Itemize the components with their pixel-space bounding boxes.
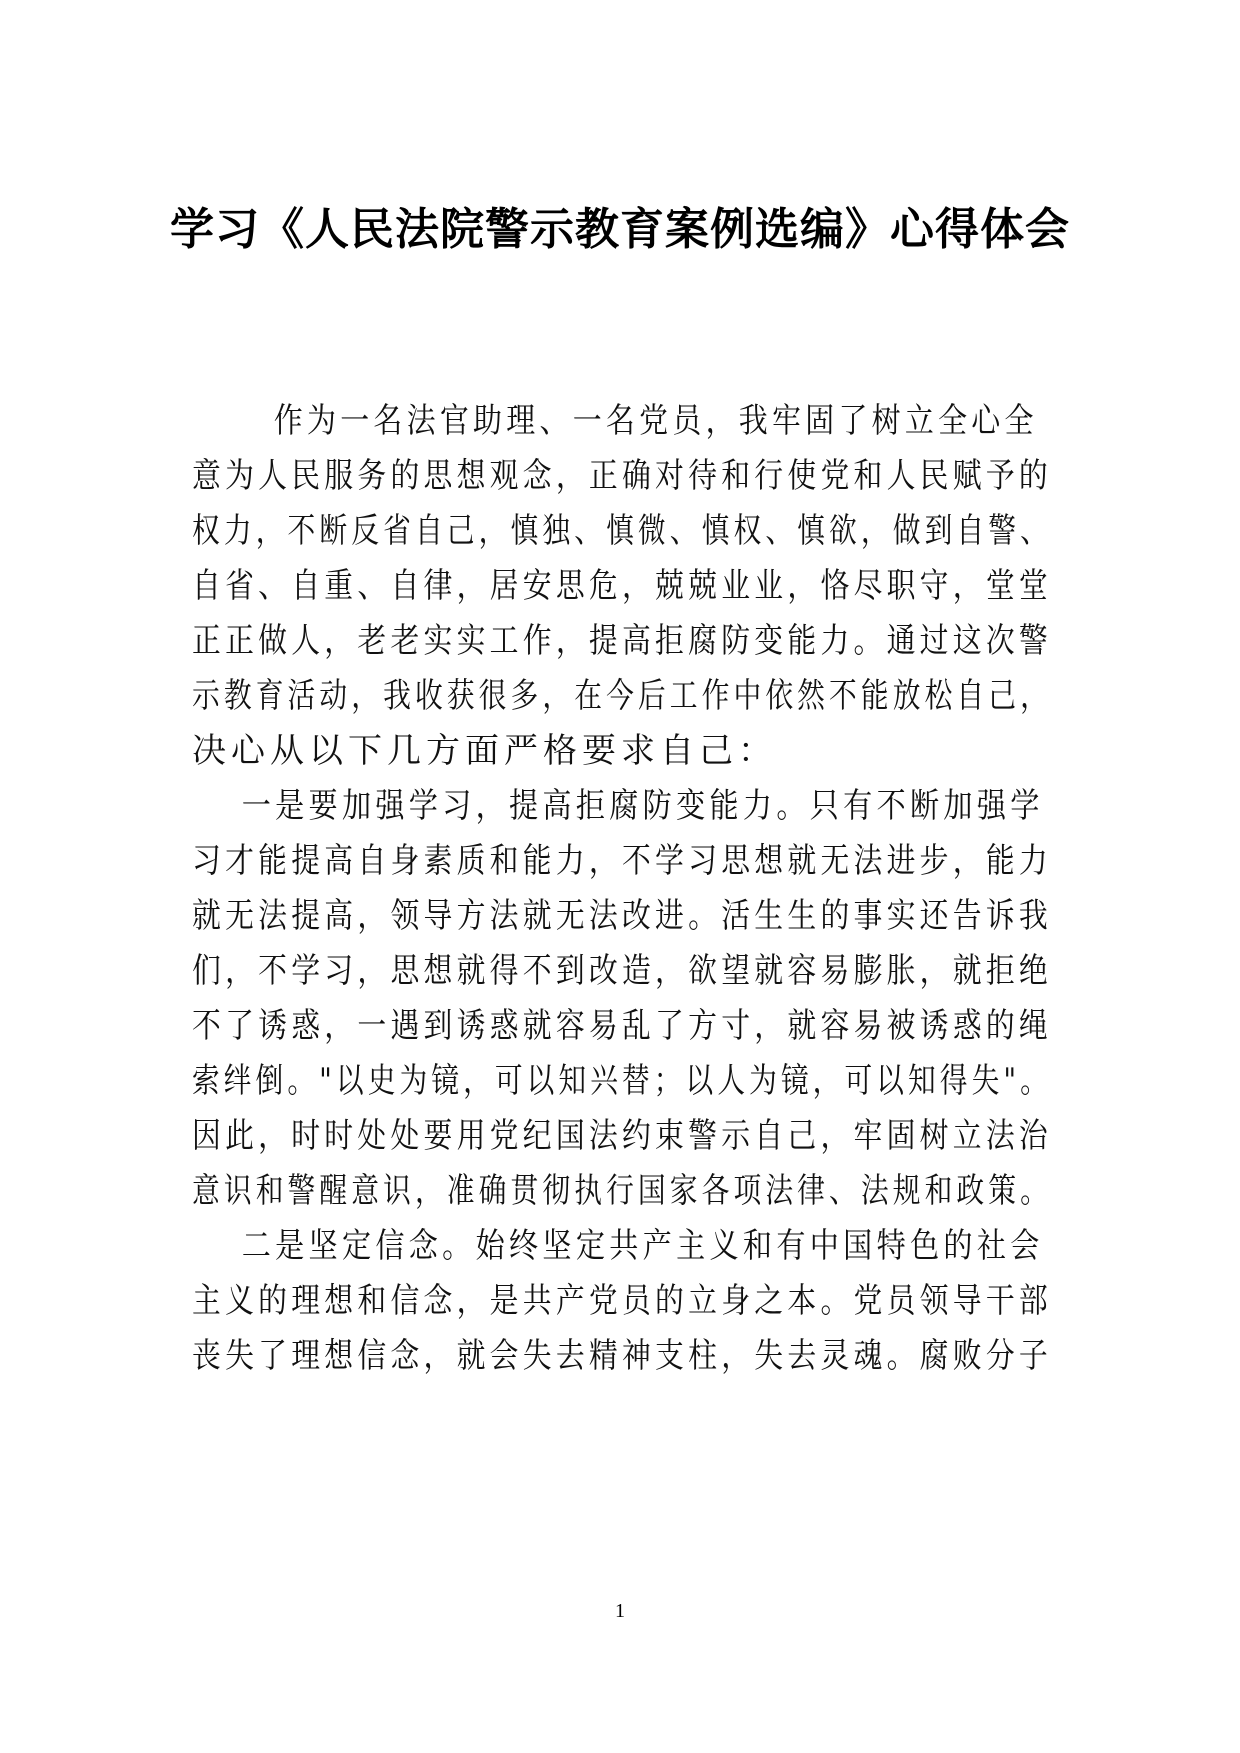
paragraph-line: 主义的理想和信念，是共产党员的立身之本。党员领导干部 [192, 1281, 1052, 1321]
paragraph-line: 意识和警醒意识，准确贯彻执行国家各项法律、法规和政策。 [192, 1171, 1052, 1211]
paragraph-line: 丧失了理想信念，就会失去精神支柱，失去灵魂。腐败分子 [192, 1336, 1052, 1376]
paragraph-line: 习才能提高自身素质和能力，不学习思想就无法进步，能力 [192, 841, 1052, 881]
document-title: 学习《人民法院警示教育案例选编》心得体会 [170, 204, 1070, 255]
paragraph-line: 决心从以下几方面严格要求自己： [192, 731, 777, 771]
paragraph-line: 权力，不断反省自己，慎独、慎微、慎权、慎欲，做到自警、 [192, 511, 1052, 551]
page-number: 1 [615, 1600, 625, 1622]
paragraph-line: 意为人民服务的思想观念，正确对待和行使党和人民赋予的 [192, 456, 1052, 496]
paragraph-line: 不了诱惑，一遇到诱惑就容易乱了方寸，就容易被诱惑的绳 [192, 1006, 1052, 1046]
paragraph-line: 因此，时时处处要用党纪国法约束警示自己，牢固树立法治 [192, 1116, 1052, 1156]
document-body [192, 394, 1052, 1384]
paragraph-line: 就无法提高，领导方法就无法改进。活生生的事实还告诉我 [192, 896, 1052, 936]
paragraph-line: 二是坚定信念。始终坚定共产主义和有中国特色的社会 [241, 1226, 1044, 1266]
paragraph-line: 作为一名法官助理、一名党员，我牢固了树立全心全 [273, 401, 1038, 441]
paragraph-line: 们，不学习，思想就得不到改造，欲望就容易膨胀，就拒绝 [192, 951, 1052, 991]
paragraph-line: 自省、自重、自律，居安思危，兢兢业业，恪尽职守，堂堂 [192, 566, 1052, 606]
paragraph-line: 正正做人，老老实实工作，提高拒腐防变能力。通过这次警 [192, 621, 1052, 661]
paragraph-line: 一是要加强学习，提高拒腐防变能力。只有不断加强学 [241, 786, 1044, 826]
paragraph-line: 示教育活动，我收获很多，在今后工作中依然不能放松自己， [192, 676, 1052, 716]
paragraph-line: 索绊倒。"以史为镜，可以知兴替；以人为镜，可以知得失"。 [192, 1061, 1052, 1101]
